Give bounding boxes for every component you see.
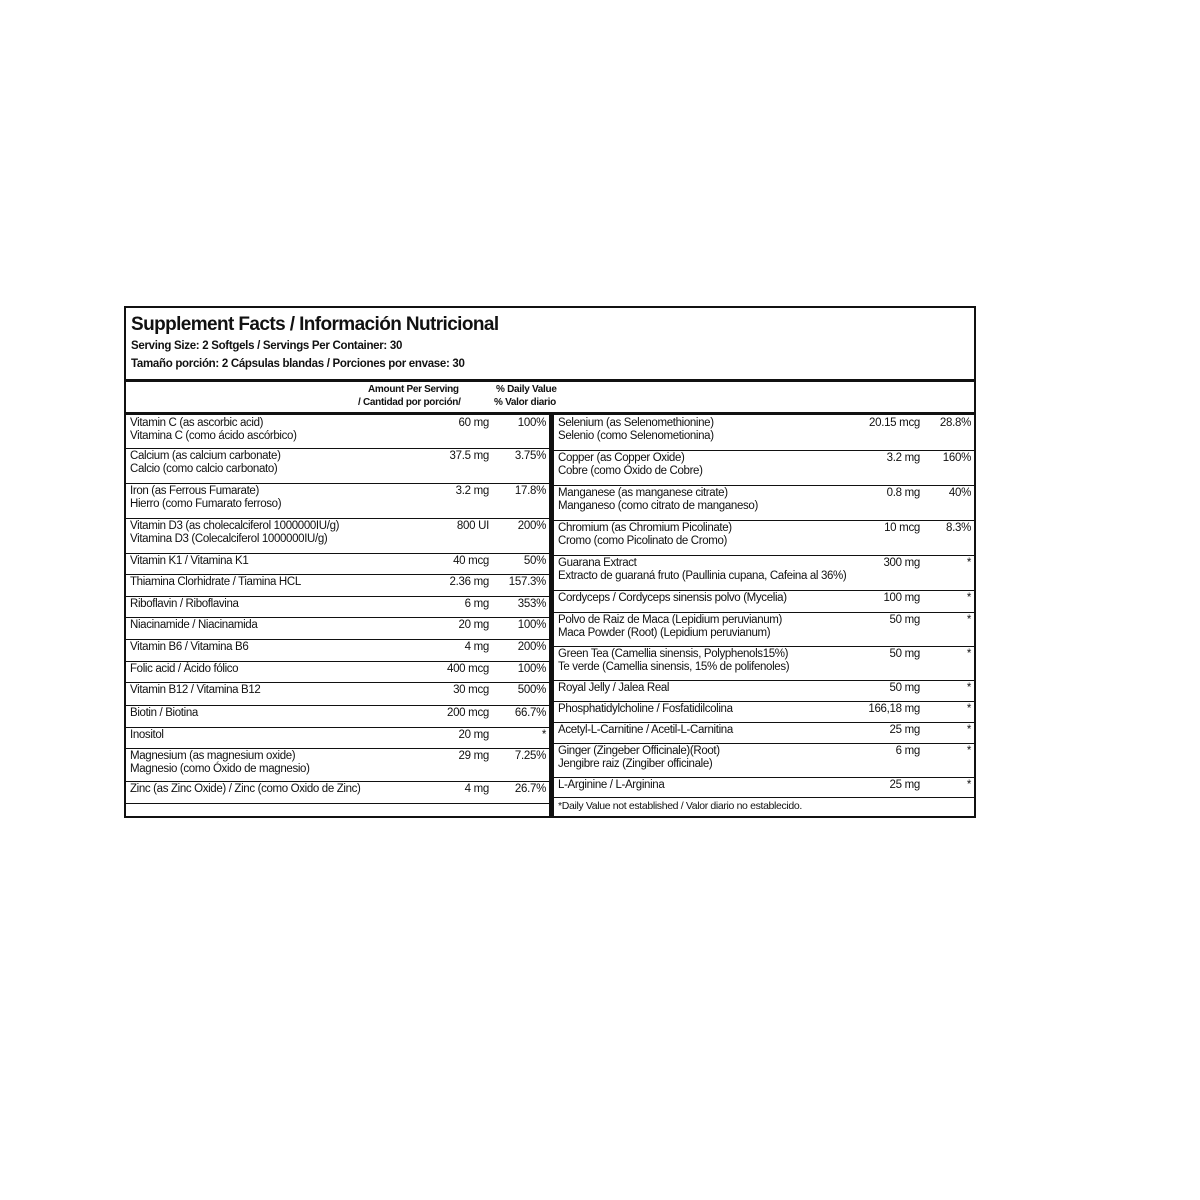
nutrient-amount: 37.5 mg xyxy=(449,450,489,462)
nutrient-name xyxy=(130,485,281,510)
nutrient-name-line: Acetyl-L-Carnitine / Acetil-L-Carnitina xyxy=(558,724,733,736)
nutrient-name-line-es: Te verde (Camellia sinensis, 15% de polifenoles) xyxy=(558,660,790,673)
nutrient-name-line-es: Calcio (como calcio carbonato) xyxy=(130,462,278,475)
nutrient-name-line: Thiamina Clorhidrate / Tiamina HCL xyxy=(130,576,301,588)
nutrient-daily-value: * xyxy=(541,729,546,741)
nutrient-amount: 300 mg xyxy=(883,557,920,569)
nutrient-row xyxy=(126,639,549,662)
nutrient-row xyxy=(554,777,974,798)
left-nutrient-column xyxy=(126,415,549,816)
nutrient-name xyxy=(558,724,733,737)
nutrient-row xyxy=(126,617,549,640)
nutrient-name xyxy=(558,648,789,673)
nutrient-row xyxy=(554,555,974,591)
nutrient-name-line: Zinc (as Zinc Oxide) / Zinc (como Oxido de Zinc) xyxy=(130,783,361,795)
nutrient-name xyxy=(558,522,732,547)
nutrient-daily-value: 26.7% xyxy=(514,783,546,795)
nutrient-row xyxy=(554,646,974,681)
nutrient-amount: 0.8 mg xyxy=(886,487,920,499)
nutrient-name-line-es: Magnesio (como Óxido de magnesio) xyxy=(130,762,310,775)
serving-info-en: Serving Size: 2 Softgels / Servings Per Container: 30 xyxy=(131,340,403,352)
nutrient-amount: 50 mg xyxy=(889,648,920,660)
daily-value-header-es: % Valor diario xyxy=(494,397,556,408)
nutrient-row xyxy=(554,590,974,613)
nutrient-daily-value: 3.75% xyxy=(514,450,546,462)
nutrient-name-line: Niacinamide / Niacinamida xyxy=(130,619,258,631)
nutrient-name-line-es: Extracto de guaraná fruto (Paullinia cupana, Cafeina al 36%) xyxy=(558,569,847,582)
nutrient-name-line: Royal Jelly / Jalea Real xyxy=(558,682,670,694)
nutrient-name xyxy=(558,452,703,477)
nutrient-row xyxy=(554,680,974,702)
nutrient-daily-value: 50% xyxy=(523,555,546,567)
nutrient-name-line: Folic acid / Ácido fólico xyxy=(130,663,239,675)
nutrient-name-line-es: Manganeso (como citrato de manganeso) xyxy=(558,499,758,512)
nutrient-name-line: Vitamin D3 (as cholecalciferol 1000000IU/g) xyxy=(130,520,340,532)
nutrient-name-line: Manganese (as manganese citrate) xyxy=(558,487,728,499)
nutrient-amount: 166,18 mg xyxy=(868,703,920,715)
nutrient-amount: 20.15 mcg xyxy=(869,417,920,429)
nutrient-name-line: Iron (as Ferrous Fumarate) xyxy=(130,485,259,497)
nutrient-amount: 4 mg xyxy=(464,783,489,795)
nutrient-row xyxy=(554,520,974,556)
nutrient-daily-value: * xyxy=(966,703,971,715)
nutrient-name xyxy=(558,557,846,582)
nutrient-daily-value: 160% xyxy=(942,452,971,464)
nutrient-amount: 20 mg xyxy=(458,619,489,631)
nutrient-name-line: Magnesium (as magnesium oxide) xyxy=(130,750,296,762)
nutrient-row xyxy=(126,483,549,519)
nutrient-daily-value: * xyxy=(966,779,971,791)
nutrient-daily-value: 100% xyxy=(517,619,546,631)
serving-info-es: Tamaño porción: 2 Cápsulas blandas / Porciones por envase: 30 xyxy=(131,358,465,370)
nutrient-amount: 6 mg xyxy=(464,598,489,610)
nutrient-amount: 29 mg xyxy=(458,750,489,762)
nutrient-row xyxy=(126,748,549,782)
panel-title: Supplement Facts / Información Nutricional xyxy=(131,314,499,335)
nutrient-name-line: Inositol xyxy=(130,729,164,741)
nutrient-daily-value: 100% xyxy=(517,663,546,675)
nutrient-name-line: Vitamin B12 / Vitamina B12 xyxy=(130,684,261,696)
nutrient-daily-value: * xyxy=(966,592,971,604)
nutrient-name-line: Selenium (as Selenomethionine) xyxy=(558,417,714,429)
nutrient-name-line: Biotin / Biotina xyxy=(130,707,198,719)
nutrient-name xyxy=(130,729,164,742)
nutrient-row xyxy=(126,682,549,706)
amount-header-es: / Cantidad por porción/ xyxy=(358,397,461,408)
nutrient-amount: 25 mg xyxy=(889,724,920,736)
nutrient-name xyxy=(130,663,238,676)
nutrient-name-line: Vitamin K1 / Vitamina K1 xyxy=(130,555,249,567)
nutrient-amount: 4 mg xyxy=(464,641,489,653)
nutrient-name-line: Chromium (as Chromium Picolinate) xyxy=(558,522,732,534)
nutrient-amount: 20 mg xyxy=(458,729,489,741)
nutrient-row xyxy=(126,448,549,484)
nutrient-daily-value: 200% xyxy=(517,520,546,532)
nutrient-name-line-es: Cromo (como Picolinato de Cromo) xyxy=(558,534,728,547)
nutrient-name-line: Vitamin B6 / Vitamina B6 xyxy=(130,641,249,653)
nutrient-name-line-es: Maca Powder (Root) (Lepidium peruvianum) xyxy=(558,626,771,639)
nutrient-daily-value: * xyxy=(966,648,971,660)
nutrient-row xyxy=(126,574,549,597)
nutrient-name-line: Riboflavin / Riboflavina xyxy=(130,598,239,610)
nutrient-row xyxy=(126,705,549,728)
daily-value-header: % Daily Value xyxy=(496,384,557,395)
nutrient-amount: 40 mcg xyxy=(453,555,489,567)
nutrient-name-line: Guarana Extract xyxy=(558,557,637,569)
nutrient-row xyxy=(554,450,974,486)
nutrient-name-line-es: Vitamina C (como ácido ascórbico) xyxy=(130,429,297,442)
nutrient-row xyxy=(554,701,974,723)
nutrient-daily-value: 353% xyxy=(517,598,546,610)
right-nutrient-column xyxy=(554,415,974,816)
nutrient-name xyxy=(558,614,782,639)
header-divider xyxy=(126,379,974,382)
nutrient-name xyxy=(558,745,720,770)
amount-header: Amount Per Serving xyxy=(368,384,459,395)
nutrient-name-line: Calcium (as calcium carbonate) xyxy=(130,450,281,462)
nutrient-amount: 50 mg xyxy=(889,614,920,626)
nutrient-daily-value: 17.8% xyxy=(514,485,546,497)
nutrient-daily-value: 40% xyxy=(948,487,971,499)
nutrient-amount: 3.2 mg xyxy=(455,485,489,497)
nutrient-amount: 400 mcg xyxy=(446,663,489,675)
nutrient-name xyxy=(130,619,257,632)
nutrient-name xyxy=(558,703,733,716)
nutrient-daily-value: 8.3% xyxy=(945,522,971,534)
nutrient-name xyxy=(558,417,714,442)
nutrient-name xyxy=(130,520,339,545)
nutrient-amount: 800 UI xyxy=(456,520,489,532)
nutrient-name-line: Green Tea (Camellia sinensis, Polyphenols15%) xyxy=(558,648,789,660)
nutrient-row xyxy=(554,743,974,778)
nutrient-daily-value: 200% xyxy=(517,641,546,653)
nutrient-amount: 30 mcg xyxy=(453,684,489,696)
nutrient-name-line-es: Jengibre raiz (Zingiber officinale) xyxy=(558,757,713,770)
nutrient-name-line: Cordyceps / Cordyceps sinensis polvo (Mycelia) xyxy=(558,592,787,604)
nutrient-row xyxy=(126,727,549,749)
nutrient-name xyxy=(130,417,297,442)
nutrient-amount: 10 mcg xyxy=(884,522,920,534)
nutrient-daily-value: 157.3% xyxy=(508,576,546,588)
supplement-facts-panel xyxy=(124,306,976,818)
nutrient-row xyxy=(126,661,549,683)
nutrient-name-line: Copper (as Copper Oxide) xyxy=(558,452,685,464)
nutrient-name xyxy=(130,576,301,589)
nutrient-row xyxy=(554,415,974,451)
nutrient-amount: 50 mg xyxy=(889,682,920,694)
nutrient-name xyxy=(558,592,787,605)
nutrient-row xyxy=(126,415,549,449)
nutrient-daily-value: 7.25% xyxy=(514,750,546,762)
nutrient-name-line-es: Cobre (como Óxido de Cobre) xyxy=(558,464,703,477)
nutrient-row xyxy=(554,612,974,647)
nutrient-daily-value: 66.7% xyxy=(514,707,546,719)
nutrient-row xyxy=(126,553,549,575)
nutrient-name xyxy=(130,641,248,654)
nutrient-daily-value: 500% xyxy=(517,684,546,696)
nutrient-amount: 3.2 mg xyxy=(886,452,920,464)
nutrient-daily-value: 100% xyxy=(517,417,546,429)
nutrient-name xyxy=(130,555,248,568)
nutrient-amount: 200 mcg xyxy=(446,707,489,719)
nutrient-name-line-es: Selenio (como Selenometionina) xyxy=(558,429,714,442)
nutrient-name-line: Ginger (Zingeber Officinale)(Root) xyxy=(558,745,720,757)
nutrient-name xyxy=(130,598,239,611)
nutrient-name xyxy=(558,487,758,512)
nutrient-name-line-es: Hierro (como Fumarato ferroso) xyxy=(130,497,282,510)
nutrient-name-line: Polvo de Raiz de Maca (Lepidium peruvianum) xyxy=(558,614,783,626)
nutrient-name-line: Vitamin C (as ascorbic acid) xyxy=(130,417,264,429)
nutrient-amount: 6 mg xyxy=(895,745,920,757)
nutrient-amount: 100 mg xyxy=(883,592,920,604)
nutrient-name xyxy=(130,750,310,775)
nutrient-daily-value: * xyxy=(966,614,971,626)
nutrient-daily-value: * xyxy=(966,745,971,757)
nutrient-name xyxy=(130,783,361,796)
nutrient-daily-value: * xyxy=(966,724,971,736)
nutrient-row xyxy=(126,596,549,618)
nutrient-name xyxy=(558,779,664,792)
nutrient-row xyxy=(554,485,974,521)
nutrient-name xyxy=(130,707,198,720)
nutrient-name-line-es: Vitamina D3 (Colecalciferol 1000000IU/g) xyxy=(130,532,328,545)
nutrient-row xyxy=(554,722,974,744)
nutrient-row xyxy=(126,781,549,804)
nutrient-name-line: Phosphatidylcholine / Fosfatidilcolina xyxy=(558,703,733,715)
nutrient-daily-value: * xyxy=(966,682,971,694)
nutrient-daily-value: * xyxy=(966,557,971,569)
nutrient-name-line: L-Arginine / L-Arginina xyxy=(558,779,665,791)
nutrient-amount: 60 mg xyxy=(458,417,489,429)
footnote: *Daily Value not established / Valor diario no establecido. xyxy=(558,800,802,812)
nutrient-daily-value: 28.8% xyxy=(939,417,971,429)
nutrient-name xyxy=(558,682,669,695)
nutrient-name xyxy=(130,450,281,475)
nutrient-amount: 25 mg xyxy=(889,779,920,791)
nutrient-name xyxy=(130,684,260,697)
nutrient-amount: 2.36 mg xyxy=(449,576,489,588)
nutrient-row xyxy=(126,518,549,554)
